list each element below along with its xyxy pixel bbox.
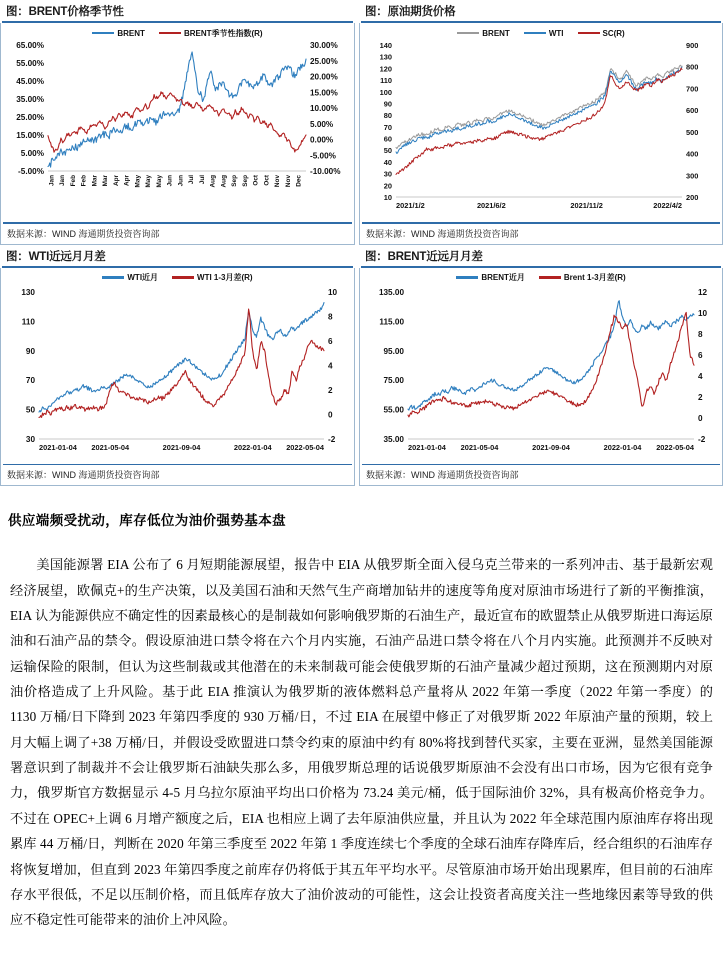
y-axis-tick-left: 90: [25, 346, 35, 356]
legend-label: BRENT: [117, 28, 145, 38]
y-axis-tick-left: 100: [379, 87, 392, 97]
chart-legend: [360, 268, 722, 284]
y-axis-tick-left: 40: [383, 157, 392, 167]
y-axis-tick-left: 130: [379, 52, 392, 62]
chart-source-block: [359, 464, 723, 487]
y-axis-tick-right: 800: [686, 62, 699, 72]
legend-item: [172, 272, 253, 283]
x-axis-tick: 2022-05-04: [286, 442, 324, 452]
chart-panel-brent-spread: [355, 245, 723, 487]
y-axis-tick-left: 50: [383, 146, 392, 156]
x-axis-tick: Aug: [209, 175, 217, 188]
x-axis-tick: 2021-09-04: [532, 442, 570, 452]
y-axis-tick-right: 10.00%: [310, 104, 338, 113]
y-axis-tick-left: 10: [383, 193, 392, 202]
chart-title: 图：BRENT价格季节性: [6, 6, 124, 18]
y-axis-tick-right: 400: [686, 149, 699, 159]
y-axis-tick-right: 200: [686, 193, 699, 202]
chart-plot-area: [0, 23, 355, 222]
y-axis-tick-right: 10: [698, 308, 708, 318]
chart-source-block: [359, 222, 723, 245]
legend-item: [524, 29, 564, 38]
y-axis-tick-left: 70: [25, 375, 35, 385]
legend-label: WTI: [548, 28, 564, 38]
x-axis-tick: Aug: [220, 175, 228, 188]
y-axis-tick-left: 75.00: [383, 375, 404, 385]
x-axis-tick: 2021/11/2: [570, 201, 603, 210]
chart-panel-wti-spread: [0, 245, 355, 487]
legend-label: BRENT季节性指数(R): [183, 28, 263, 38]
chart-plot-area: [0, 268, 355, 464]
chart-source: 数据来源：WIND 海通期货投资咨询部: [7, 470, 160, 480]
legend-swatch: [172, 276, 194, 279]
chart-panel-brent-seasonality: [0, 0, 355, 245]
y-axis-tick-left: 55.00%: [16, 59, 44, 68]
legend-label: BRENT: [482, 28, 510, 38]
y-axis-tick-right: 300: [686, 171, 699, 181]
x-axis-tick: Feb: [69, 175, 77, 187]
y-axis-tick-right: 15.00%: [310, 88, 338, 98]
x-axis-tick: Apr: [112, 175, 120, 187]
y-axis-tick-left: 65.00%: [16, 41, 44, 50]
series-line: [48, 52, 306, 167]
legend-item: [159, 28, 263, 39]
y-axis-tick-right: 4: [698, 371, 703, 381]
x-axis-tick: Nov: [274, 175, 282, 188]
y-axis-tick-left: 135.00: [378, 287, 404, 297]
legend-swatch: [456, 276, 478, 279]
x-axis-tick: Sep: [231, 175, 239, 187]
legend-item: [92, 29, 145, 38]
chart-canvas: [360, 284, 722, 459]
x-axis-tick: Jun: [166, 175, 174, 187]
y-axis-tick-left: 50: [25, 405, 35, 415]
series-line: [48, 92, 306, 152]
x-axis-tick: Jul: [188, 175, 196, 185]
y-axis-tick-right: 6: [328, 336, 333, 346]
legend-label: BRENT近月: [481, 273, 525, 282]
y-axis-tick-left: 20: [383, 181, 392, 191]
legend-label: Brent 1-3月差(R): [563, 273, 626, 282]
y-axis-tick-right: -5.00%: [310, 151, 336, 161]
y-axis-tick-right: 2: [328, 385, 333, 395]
x-axis-tick: 2021-01-04: [39, 442, 77, 452]
x-axis-tick: 2021-05-04: [460, 442, 499, 452]
x-axis-tick: Oct: [263, 175, 271, 186]
x-axis-tick: Dec: [295, 175, 303, 187]
y-axis-tick-right: 500: [686, 127, 699, 137]
chart-title: 图：原油期货价格: [365, 6, 456, 18]
x-axis-tick: Nov: [284, 175, 292, 188]
y-axis-tick-right: 700: [686, 84, 699, 94]
chart-plot-area: [359, 268, 723, 464]
y-axis-tick-left: 80: [383, 111, 392, 121]
y-axis-tick-left: 35.00: [383, 434, 404, 444]
y-axis-tick-right: 2: [698, 392, 703, 402]
legend-item: [457, 29, 510, 38]
x-axis-tick: May: [145, 175, 153, 188]
x-axis-tick: Mar: [102, 175, 110, 187]
y-axis-tick-left: 45.00%: [16, 77, 44, 86]
series-line: [396, 65, 682, 148]
y-axis-tick-right: 0: [328, 410, 333, 419]
x-axis-tick: 2021-01-04: [408, 442, 446, 452]
y-axis-tick-left: 30: [25, 434, 35, 444]
article-paragraph: 美国能源署 EIA 公布了 6 月短期能源展望，报告中 EIA 从俄罗斯全面入侵乌克兰带来的一系列冲击、基于最新宏观经济展望，欧佩克+的生产决策，以及美国石油和天然气生产商增加钻井的速度等角度对原油市场进行了新的平衡推演，EIA 认为能源供应不确定性的因素最核心的是制裁如何影响俄罗斯的石油生产，最近宣布的欧盟禁止从俄罗斯进口海运原油和石油产品的禁令。假设原油进口禁令将在六个月内实施，石油产品进口禁令将在八个月内实施。此预测并不反映对运输保险的限制，但认为这些制裁或其他潜在的未来制裁可能会使俄罗斯的石油产量减少超过预期，这在预测期内对原油价格造成了上升风险。基于此 EIA 推演认为俄罗斯的液体燃料总产量将从 2022 年第一季度（2022 年第一季度）的 1130 万桶/日下降到 2023 年第四季度的 930 万桶/日，不过 EIA 在展望中修正了对俄罗斯 2022 年原油产量的预期，较上月大幅上调了+38 万桶/日，并假设受欧盟进口禁令约束的原油中约有 80%将找到替代买家，主要在亚洲，显然美国能源署意识到了制裁并不会让俄罗斯石油缺失那么多，用俄罗斯总理的话说俄罗斯原油不会没有出口市场，因为它很有竞争力，俄罗斯官方数据显示 4-5 月乌拉尔原油平均出口价格为 73.24 美元/桶，低于国际油价 32%，具有极高价格竞争力。不过在 OPEC+上调 6 月增产额度之后，EIA 也相应上调了去年原油供应量，并且认为 2022 年全球范围内原油库存将出现累库 44 万桶/日，判断在 2020 年第三季度至 2022 年第 1 季度连续七个季度的全球石油库存降库后，经合组织的石油库存将恢复增加，但直到 2023 年第四季度之前库存仍将低于其五年平均水平。尽管原油市场开始出现累库，但目前的石油库存水平很低，不足以压制价格，而且低库存放大了油价波动的可能性，这会让投资者高度关注一些地缘因素等导致的供应不稳定性可能带来的油价上冲风险。: [10, 557, 713, 928]
series-line: [408, 312, 694, 417]
y-axis-tick-left: 55.00: [383, 405, 404, 415]
chart-source-block: [0, 222, 355, 245]
y-axis-tick-right: 0.00%: [310, 135, 334, 145]
y-axis-tick-left: -5.00%: [18, 167, 44, 176]
x-axis-tick: Mar: [91, 175, 99, 187]
y-axis-tick-left: 30: [383, 169, 392, 179]
chart-source-block: [0, 464, 355, 487]
y-axis-tick-left: 60: [383, 134, 392, 144]
legend-swatch: [524, 32, 546, 35]
legend-swatch: [457, 32, 479, 35]
y-axis-tick-left: 115.00: [379, 316, 404, 326]
x-axis-tick: 2022-05-04: [656, 442, 694, 452]
legend-item: [578, 29, 625, 38]
y-axis-tick-right: 12: [698, 287, 708, 297]
y-axis-tick-left: 120: [379, 64, 392, 74]
chart-canvas: [1, 284, 354, 459]
x-axis-tick: 2021/1/2: [396, 201, 425, 210]
legend-item: [102, 272, 158, 283]
legend-label: WTI 1-3月差(R): [197, 273, 253, 282]
legend-swatch: [159, 32, 181, 35]
chart-panel-crude-futures-price: [355, 0, 723, 245]
y-axis-tick-right: 20.00%: [310, 72, 338, 82]
chart-legend: [1, 268, 354, 284]
legend-item: [539, 272, 626, 283]
y-axis-tick-left: 110: [21, 316, 35, 326]
y-axis-tick-right: 900: [686, 41, 699, 50]
x-axis-tick: Jul: [198, 175, 206, 185]
chart-legend: [1, 23, 354, 39]
y-axis-tick-left: 25.00%: [16, 113, 44, 122]
y-axis-tick-left: 95.00: [383, 346, 404, 356]
x-axis-tick: Jun: [177, 175, 185, 187]
chart-source: 数据来源：WIND 海通期货投资咨询部: [366, 470, 519, 480]
legend-swatch: [92, 32, 114, 35]
y-axis-tick-left: 15.00%: [16, 131, 44, 140]
y-axis-tick-left: 140: [379, 41, 392, 50]
y-axis-tick-right: -2: [698, 434, 706, 444]
y-axis-tick-right: 8: [698, 329, 703, 339]
x-axis-tick: Apr: [123, 175, 131, 187]
legend-swatch: [578, 32, 600, 35]
x-axis-tick: 2021/6/2: [476, 201, 506, 210]
chart-legend: [360, 23, 722, 39]
y-axis-tick-right: 30.00%: [310, 41, 338, 50]
legend-swatch: [102, 276, 124, 279]
y-axis-tick-right: 8: [328, 312, 333, 321]
x-axis-tick: Feb: [80, 175, 88, 187]
x-axis-tick: Jan: [48, 175, 56, 187]
x-axis-tick: 2022-01-04: [233, 442, 272, 452]
x-axis-tick: Jan: [59, 175, 67, 187]
y-axis-tick-right: -10.00%: [310, 167, 341, 176]
chart-source: 数据来源：WIND 海通期货投资咨询部: [366, 228, 519, 239]
x-axis-tick: Oct: [252, 175, 260, 186]
section-heading: 供应端频受扰动，库存低位为油价强势基本盘: [8, 513, 286, 529]
legend-swatch: [539, 276, 561, 279]
y-axis-tick-right: 600: [686, 106, 699, 116]
y-axis-tick-left: 130: [21, 287, 35, 297]
legend-label: SC(R): [602, 28, 625, 38]
y-axis-tick-right: 5.00%: [310, 119, 334, 129]
x-axis-tick: May: [134, 175, 142, 188]
y-axis-tick-right: 6: [698, 350, 703, 360]
x-axis-tick: 2021-05-04: [91, 442, 130, 452]
y-axis-tick-right: 10: [328, 287, 338, 297]
chart-plot-area: [359, 23, 723, 222]
series-line: [408, 300, 694, 409]
y-axis-tick-left: 110: [380, 76, 392, 86]
x-axis-tick: 2022/4/2: [653, 201, 682, 210]
series-line: [39, 302, 324, 411]
chart-title: 图：WTI近远月月差: [6, 250, 106, 263]
y-axis-tick-left: 35.00%: [16, 95, 44, 104]
x-axis-tick: 2022-01-04: [603, 442, 642, 452]
y-axis-tick-left: 90: [383, 99, 392, 109]
legend-item: [456, 272, 525, 283]
legend-label: WTI近月: [127, 273, 159, 282]
x-axis-tick: Sep: [241, 175, 249, 187]
chart-canvas: [1, 39, 354, 217]
x-axis-tick: May: [155, 175, 163, 188]
y-axis-tick-right: 25.00%: [310, 56, 338, 66]
chart-title: 图：BRENT近远月月差: [365, 250, 483, 263]
chart-canvas: [360, 39, 722, 217]
y-axis-tick-right: 0: [698, 413, 703, 423]
chart-source: 数据来源：WIND 海通期货投资咨询部: [7, 228, 160, 239]
y-axis-tick-right: -2: [328, 434, 336, 444]
y-axis-tick-left: 5.00%: [20, 149, 44, 158]
y-axis-tick-right: 4: [328, 361, 333, 370]
x-axis-tick: 2021-09-04: [162, 442, 201, 452]
y-axis-tick-left: 70: [383, 122, 392, 132]
